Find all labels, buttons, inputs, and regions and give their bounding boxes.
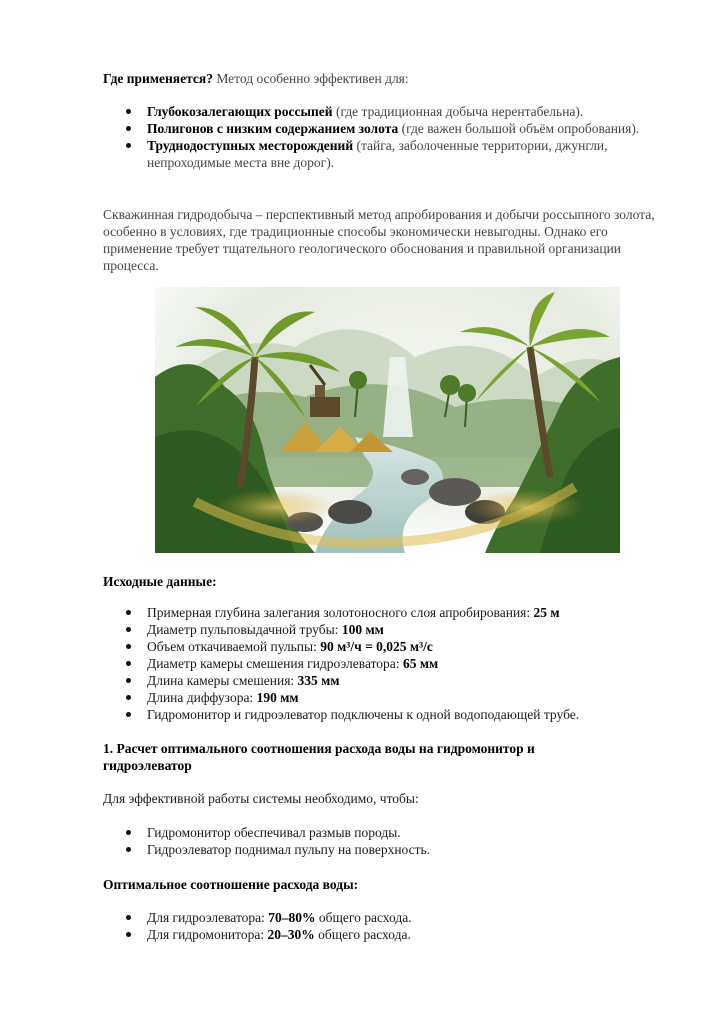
list-item — [103, 655, 663, 672]
jungle-river-illustration — [155, 287, 620, 553]
item-value: 335 мм — [297, 673, 340, 688]
section-1-list — [103, 824, 663, 858]
list-item — [103, 926, 663, 943]
list-item — [103, 103, 663, 120]
intro-question-label: Где применяется? — [103, 71, 213, 86]
item-text: Объем откачиваемой пульпы: — [147, 639, 321, 654]
list-item — [103, 638, 663, 655]
item-text: Диаметр пульповыдачной трубы: — [147, 622, 342, 637]
item-value: 190 мм — [256, 690, 299, 705]
item-value: 65 мм — [402, 656, 439, 671]
item-text: Для гидроэлеватора: — [147, 910, 269, 925]
ratio-list — [103, 909, 663, 943]
item-text: Примерная глубина залегания золотоносного слоя апробирования: — [147, 605, 534, 620]
item-value: 100 мм — [341, 622, 384, 637]
item-value: 20–30% — [267, 927, 315, 942]
summary-paragraph: Скважинная гидродобыча – перспективный метод апробирования и добычи россыпного золота, особенно в условиях, где традиционные способы экономически невыгодны. Однако его применение требует тщательного геологического обоснования и правильной организации процесса. — [103, 207, 655, 273]
list-item — [103, 621, 663, 638]
item-text: Гидромонитор и гидроэлеватор подключены к одной водоподающей трубе. — [147, 707, 580, 722]
intro-list — [103, 103, 663, 171]
list-item: Гидромонитор обеспечивал размыв породы. — [103, 824, 663, 841]
source-heading: Исходные данные: — [103, 574, 217, 589]
item-text: общего расхода. — [315, 910, 412, 925]
item-value: 70–80% — [268, 910, 316, 925]
item-text: Длина камеры смешения: — [147, 673, 298, 688]
ratio-heading: Оптимальное соотношение расхода воды: — [103, 877, 359, 892]
list-item — [103, 909, 663, 926]
list-item — [103, 120, 663, 137]
list-item — [103, 689, 663, 706]
intro-line — [103, 70, 663, 87]
item-text: Диаметр камеры смешения гидроэлеватора: — [147, 656, 403, 671]
item-text: общего расхода. — [314, 927, 411, 942]
item-text: (где традиционная добыча нерентабельна). — [332, 104, 584, 119]
section-1-heading: 1. Расчет оптимального соотношения расхода воды на гидромонитор и гидроэлеватор — [103, 741, 535, 773]
list-item — [103, 672, 663, 689]
item-text: Для гидромонитора: — [147, 927, 268, 942]
section-1-intro: Для эффективной работы системы необходимо, чтобы: — [103, 791, 419, 806]
item-bold: Полигонов с низким содержанием золота — [147, 121, 399, 136]
item-text: (тайга, заболоченные территории, джунгли, непроходимые места вне дорог). — [147, 138, 608, 170]
list-item — [103, 137, 663, 171]
intro-question-text: Метод особенно эффективен для: — [212, 71, 409, 86]
list-item — [103, 604, 663, 621]
item-bold: Глубокозалегающих россыпей — [147, 104, 333, 119]
item-value: 25 м — [533, 605, 560, 620]
item-text: (где важен большой объём опробования). — [398, 121, 640, 136]
source-list — [103, 604, 663, 723]
list-item — [103, 706, 663, 723]
item-bold: Труднодоступных месторождений — [147, 138, 354, 153]
item-value: 90 м³/ч = 0,025 м³/с — [320, 639, 433, 654]
item-text: Длина диффузора: — [147, 690, 257, 705]
list-item: Гидроэлеватор поднимал пульпу на поверхность. — [103, 841, 663, 858]
